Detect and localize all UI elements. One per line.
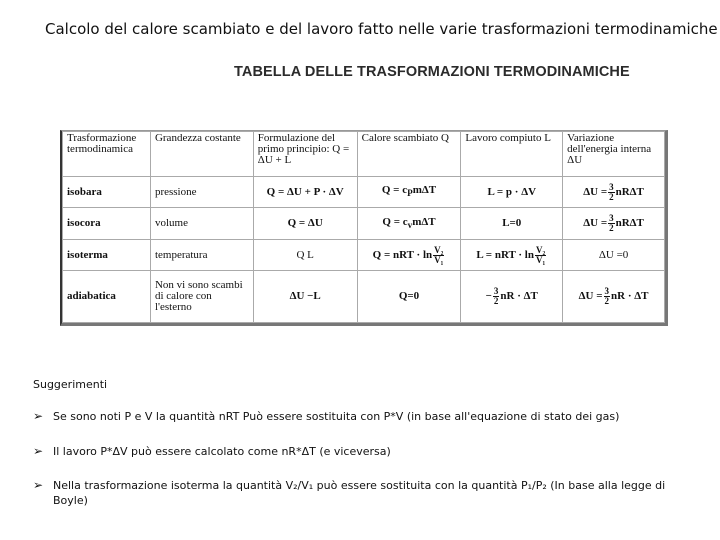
row-constant: Non vi sono scambi di calore con l'esterno bbox=[150, 271, 253, 323]
header-cell: Grandezza costante bbox=[150, 132, 253, 177]
row-first-law: ΔU −L bbox=[253, 271, 357, 323]
thermo-table-image bbox=[60, 130, 668, 326]
thermo-table bbox=[62, 131, 665, 323]
row-heat: $Q = c_vm\Delta T$ bbox=[357, 208, 461, 239]
row-first-law: Q = ΔU bbox=[253, 208, 357, 239]
table-row bbox=[63, 239, 665, 270]
row-du: ΔU = $\frac{3}{2}$ nR · ΔT bbox=[563, 271, 665, 323]
suggestion-text: Se sono noti P e V la quantità nRT Può essere sostituita con P*V (in base all'equazione di stato dei gas) bbox=[53, 410, 620, 423]
header-cell: Variazione dell'energia interna ΔU bbox=[563, 132, 665, 177]
row-name: isoterma bbox=[63, 239, 151, 270]
arrow-bullet-icon: ➢ bbox=[33, 409, 44, 423]
table-row bbox=[63, 271, 665, 323]
row-heat: Q=0 bbox=[357, 271, 461, 323]
row-first-law: Q = ΔU + P · ΔV bbox=[253, 177, 357, 208]
row-first-law: Q L bbox=[253, 239, 357, 270]
header-cell: Lavoro compiuto L bbox=[461, 132, 563, 177]
row-work: L = nRT · ln $\frac{\text{V₂}}{\text{V₁}}$ bbox=[461, 239, 563, 270]
row-work: L = p · ΔV bbox=[461, 177, 563, 208]
row-name: adiabatica bbox=[63, 271, 151, 323]
row-work: − $\frac{3}{2}$ nR · ΔT bbox=[461, 271, 563, 323]
row-heat: Q = nRT · ln $\frac{\text{V₂}}{\text{V₁}}$ bbox=[357, 239, 461, 270]
suggestion-item bbox=[33, 444, 693, 459]
table-row bbox=[63, 208, 665, 239]
header-cell: Calore scambiato Q bbox=[357, 132, 461, 177]
suggestions-title: Suggerimenti bbox=[33, 378, 108, 391]
row-name: isobara bbox=[63, 177, 151, 208]
table-row bbox=[63, 177, 665, 208]
suggestion-text: Nella trasformazione isoterma la quantità V₂/V₁ può essere sostituita con la quantità P₁/P₂ (In base alla legge di Boyle) bbox=[53, 479, 666, 507]
row-work: L=0 bbox=[461, 208, 563, 239]
suggestion-item bbox=[33, 478, 693, 508]
header-cell: Trasformazione termodinamica bbox=[63, 132, 151, 177]
row-heat: $Q = c_Pm\Delta T$ bbox=[357, 177, 461, 208]
row-constant: pressione bbox=[150, 177, 253, 208]
row-du: ΔU = $\frac{3}{2}$ nRΔT bbox=[563, 208, 665, 239]
suggestion-text: Il lavoro P*ΔV può essere calcolato come nR*ΔT (e viceversa) bbox=[53, 445, 391, 458]
table-header-row bbox=[63, 132, 665, 177]
row-constant: temperatura bbox=[150, 239, 253, 270]
row-du: ΔU = $\frac{3}{2}$ nRΔT bbox=[563, 177, 665, 208]
suggestion-item bbox=[33, 409, 693, 424]
row-constant: volume bbox=[150, 208, 253, 239]
row-name: isocora bbox=[63, 208, 151, 239]
header-cell: Formulazione del primo principio: Q = ΔU + L bbox=[253, 132, 357, 177]
table-title: TABELLA DELLE TRASFORMAZIONI TERMODINAMICHE bbox=[234, 64, 630, 80]
row-du: ΔU =0 bbox=[563, 239, 665, 270]
arrow-bullet-icon: ➢ bbox=[33, 478, 44, 492]
arrow-bullet-icon: ➢ bbox=[33, 444, 44, 458]
page-title: Calcolo del calore scambiato e del lavoro fatto nelle varie trasformazioni termodinamiche bbox=[45, 20, 718, 38]
